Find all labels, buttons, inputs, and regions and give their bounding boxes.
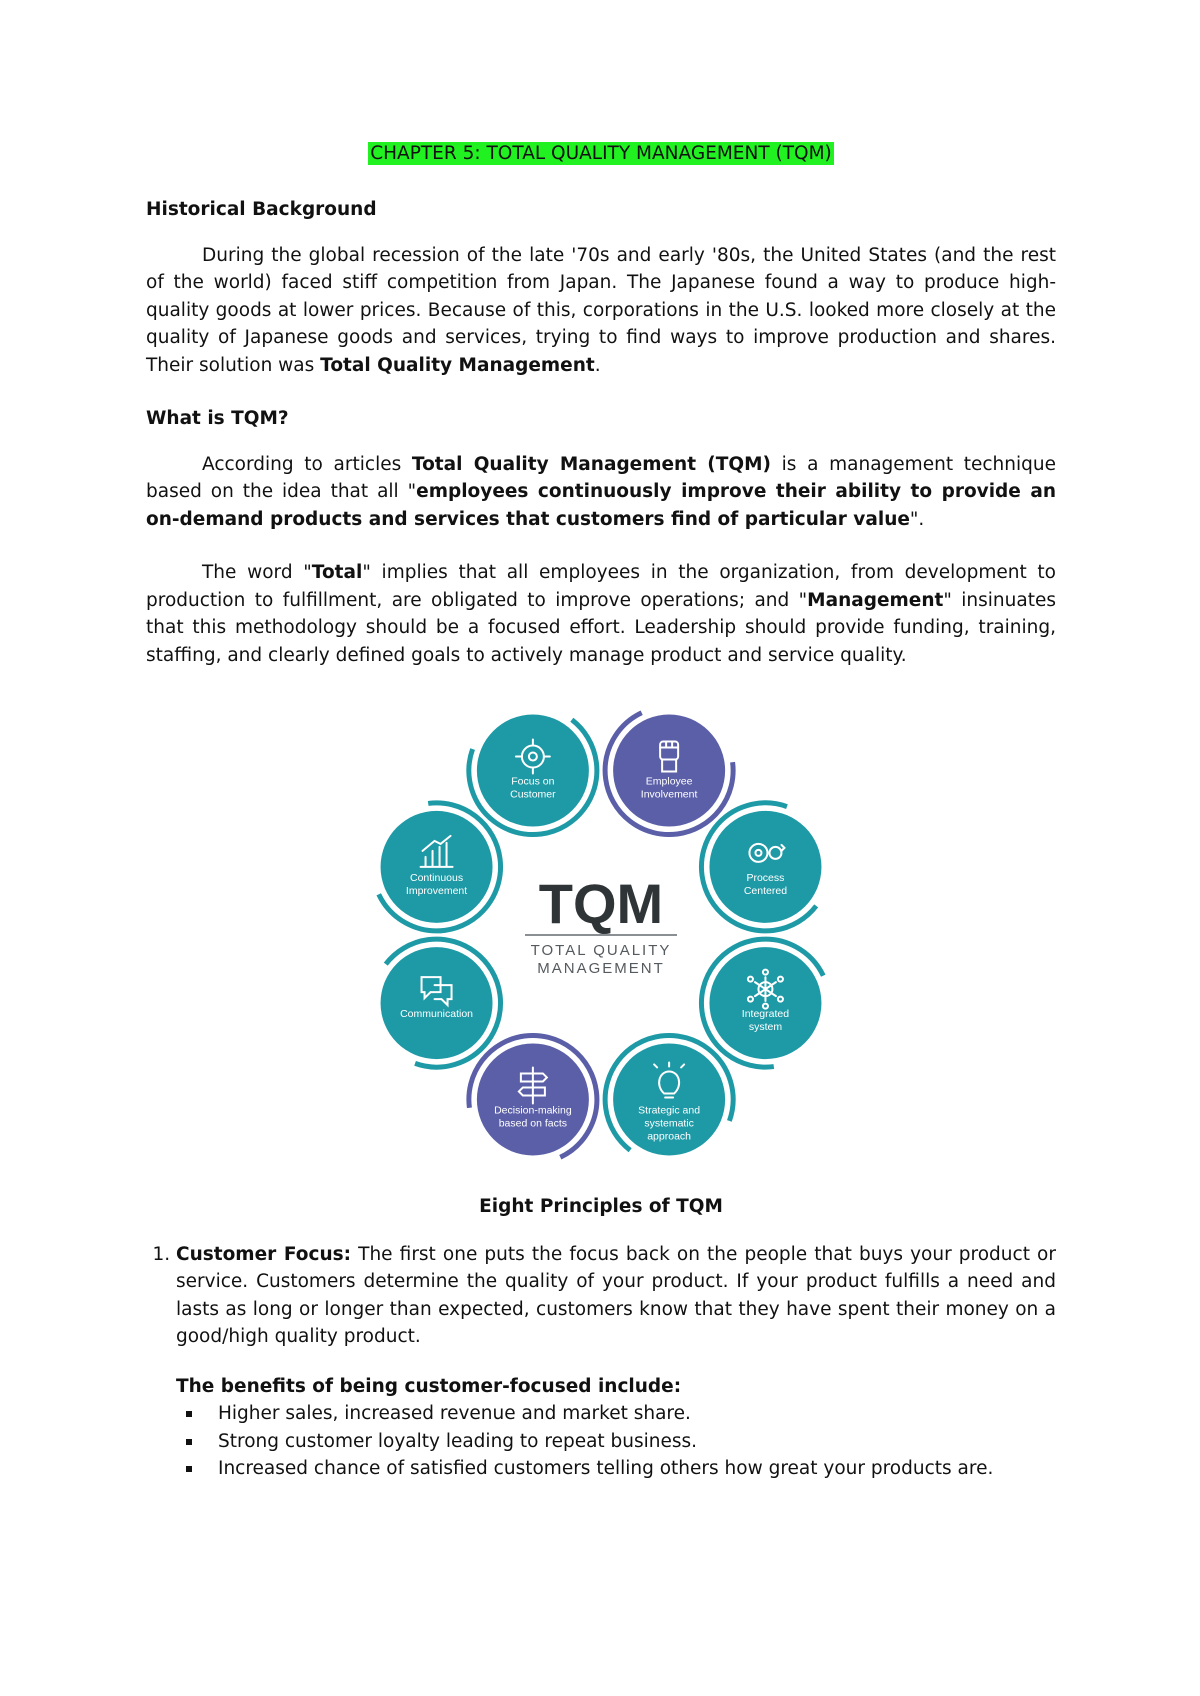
benefits-heading: The benefits of being customer-focused include: bbox=[176, 1375, 682, 1397]
what-p1-a: According to articles bbox=[202, 453, 412, 475]
diagram-center-sub2: MANAGEMENT bbox=[537, 960, 665, 977]
historical-end: . bbox=[594, 354, 601, 376]
chapter-title-wrap bbox=[146, 140, 1056, 176]
what-p1-e: ". bbox=[909, 508, 925, 530]
what-paragraph-2 bbox=[146, 559, 1056, 669]
what-p2-c: " implies that all employees in the organization, from development to production to fulfillment, are obligated to improve operations; and " bbox=[146, 562, 1056, 611]
node-label: Strategic and bbox=[638, 1104, 701, 1117]
node-label: systematic bbox=[644, 1117, 694, 1130]
tqm-diagram bbox=[361, 695, 841, 1175]
what-p2-e: " insinuates that this methodology should be a focused effort. Leadership should provide funding, training, staffing, and clearly defined goals to actively manage product and service quality. bbox=[146, 589, 1056, 666]
node-label: Integrated bbox=[741, 1008, 790, 1021]
node-label: Decision-making bbox=[494, 1104, 572, 1117]
historical-paragraph bbox=[146, 242, 1056, 380]
what-p2-a: The word " bbox=[202, 562, 312, 583]
diagram-center-sub1: TOTAL QUALITY bbox=[530, 942, 672, 959]
node-label: Continuous bbox=[409, 871, 464, 884]
node-label: Involvement bbox=[640, 788, 698, 801]
node-label: Improvement bbox=[405, 884, 468, 897]
principle-1-label: Customer Focus: bbox=[176, 1243, 352, 1265]
node-circle bbox=[613, 715, 725, 827]
node-label: approach bbox=[647, 1130, 692, 1143]
what-p1-b: Total Quality Management (TQM) bbox=[411, 453, 771, 475]
node-label: Customer bbox=[510, 788, 556, 801]
what-p1-d: employees continuously improve their ability to provide an on-demand products and services that customers find of particular value bbox=[146, 481, 1056, 530]
document-page bbox=[146, 140, 1056, 1483]
what-paragraph-1 bbox=[146, 451, 1056, 534]
node-circle bbox=[709, 811, 821, 923]
node-label: based on facts bbox=[498, 1117, 568, 1130]
what-p2-b: Total bbox=[311, 562, 363, 583]
node-label: Communication bbox=[400, 1008, 474, 1021]
node-circle bbox=[381, 947, 493, 1059]
what-p2-d: Management bbox=[807, 589, 944, 611]
diagram-caption: Eight Principles of TQM bbox=[479, 1196, 723, 1217]
benefits-list bbox=[176, 1400, 1056, 1483]
benefit-item: Higher sales, increased revenue and market share. bbox=[176, 1400, 1056, 1428]
historical-bold: Total Quality Management bbox=[320, 354, 595, 376]
chapter-title: CHAPTER 5: TOTAL QUALITY MANAGEMENT (TQM) bbox=[370, 143, 832, 164]
node-label: system bbox=[748, 1021, 783, 1034]
what-p1-c: is a management technique based on the idea that all " bbox=[146, 453, 1056, 502]
principle-1-text: The first one puts the focus back on the people that buys your product or service. Customers determine the quality of your product. If your product fulfills a need and lasts as long or longer than expected, customers know that they have spent their money on a good/high quality product. bbox=[176, 1243, 1056, 1347]
benefit-item: Strong customer loyalty leading to repeat business. bbox=[176, 1428, 1056, 1456]
tqm-diagram-svg bbox=[361, 695, 841, 1175]
node-label: Process bbox=[746, 871, 785, 884]
what-heading: What is TQM? bbox=[146, 408, 289, 429]
historical-text: During the global recession of the late '70s and early '80s, the United States (and the rest of the world) faced stiff competition from Japan. The Japanese found a way to produce high-quality goods at lower prices. Because of this, corporations in the U.S. looked more closely at the quality of Japanese goods and services, trying to find ways to improve production and shares. Their solution was bbox=[146, 244, 1056, 376]
historical-heading: Historical Background bbox=[146, 199, 377, 220]
principles-list bbox=[146, 1241, 1056, 1483]
principle-item-1 bbox=[176, 1241, 1056, 1483]
diagram-center-title: TQM bbox=[538, 872, 664, 935]
node-label: Focus on bbox=[511, 775, 555, 788]
node-label: Employee bbox=[645, 775, 693, 788]
node-label: Centered bbox=[743, 884, 788, 897]
benefit-item: Increased chance of satisfied customers telling others how great your products are. bbox=[176, 1455, 1056, 1483]
